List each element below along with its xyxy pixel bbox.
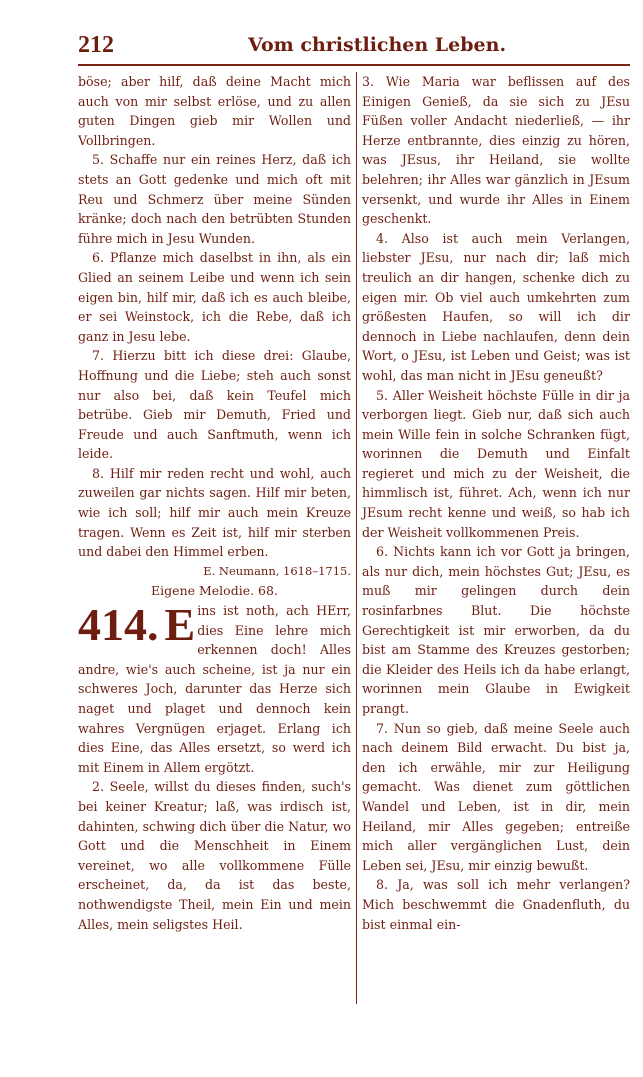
hymn-opening [78,601,351,777]
drop-initial: E [164,599,196,651]
verse-text: 5. Aller Weisheit höchste Fülle in dir ja verborgen liegt. Gieb nur, daß sich auch mein Wille fein in solche Schranken fügt, worinnen die Demuth und Einfalt regieret und mich zu der Weisheit, die himmlisch ist, führet. Ach, wenn ich nur JEsum recht kenne und weiß, so hab ich der Weisheit vollkommenen Preis. [362,387,630,540]
verse-text: 2. Seele, willst du dieses finden, such's bei keiner Kreatur; laß, was irdisch ist, dahinten, schwing dich über die Natur, wo Gott und die Menschheit in Einem vereinet, wo alle vollkommene Fülle erscheinet, da, da ist das beste, nothwendigste Theil, mein Ein und mein Alles, mein seligstes Heil. [78,779,351,932]
verse-continuation: böse; aber hilf, daß deine Macht mich auch von mir selbst erlöse, und zu allen guten Dingen gieb mir Wollen und Vollbringen. [78,74,351,148]
verse-text: 6. Pflanze mich daselbst in ihn, als ein Glied an seinem Leibe und wenn ich sein eigen bin, hilf mir, daß ich es auch bleibe, er sei Weinstock, ich die Rebe, daß ich ganz in Jesu lebe. [78,250,351,344]
hymn-first-verse: ins ist noth, ach HErr, dies Eine lehre mich erkennen doch! Alles andre, wie's auch scheine, ist ja nur ein schweres Joch, darunter das Herze sich naget und plaget und dennoch kein wahres Vergnügen erjaget. Erlang ich dies Eine, das Alles ersetzt, so werd ich mit Einem in Allem ergötzt. [78,603,351,775]
verse-text: 8. Ja, was soll ich mehr verlangen? Mich beschwemmt die Gnadenfluth, du bist einmal ein- [362,877,630,932]
verse-text: 7. Hierzu bitt ich diese drei: Glaube, Hoffnung und die Liebe; steh auch sonst nur also bei, daß kein Teufel mich betrübe. Gieb mir Demuth, Fried und Freude und auch Sanftmuth, wenn ich leide. [78,348,351,462]
verse-text: 4. Also ist auch mein Verlangen, liebster JEsu, nur nach dir; laß mich treulich an dir hangen, schenke dich zu eigen mir. Ob viel auch umkehrten zum größesten Haufen, so will ich dir dennoch in Liebe nachlaufen, denn dein Wort, o JEsu, ist Leben und Geist; was ist wohl, das man nicht in JEsu geneußt? [362,230,630,383]
page-header [78,32,630,66]
verse-text: 8. Hilf mir reden recht und wohl, auch zuweilen gar nichts sagen. Hilf mir beten, wie ich soll; hilf mir auch mein Kreuze tragen. Wenn es Zeit ist, hilf mir sterben und dabei den Himmel erben. [78,465,351,560]
column-divider [356,72,357,1004]
author-name: E. Neumann, 1618–1715. [203,563,351,578]
right-column [362,72,630,934]
verse-text: 5. Schaffe nur ein reines Herz, daß ich stets an Gott gedenke und mich oft mit Reu und Schmerz über meine Sünden kränke; doch nach den betrübten Stunden führe mich in Jesu Wunden. [78,152,351,246]
hymn-number: 414. [78,599,159,651]
running-head: Vom christlichen Leben. [248,34,507,56]
page-number: 212 [78,32,114,58]
verse-text: 6. Nichts kann ich vor Gott ja bringen, als nur dich, mein höchstes Gut; JEsu, es muß mir gelingen durch dein rosinfarbnes Blut. Die höchste Gerechtigkeit ist mir erworben, da du bist am Stamme des Kreuzes gestorben; die Kleider des Heils ich da habe erlangt, worinnen mein Glaube in Ewigkeit prangt. [362,544,630,716]
left-column [78,72,351,934]
verse-text: 3. Wie Maria war beflissen auf des Einigen Genieß, da sie sich zu JEsu Füßen voller Andacht niederließ, — ihr Herze entbrannte, dies einzig zu hören, was JEsus, ihr Heiland, sie wollte belehren; ihr Alles war gänzlich in JEsum versenkt, und wurde ihr Alles in Einem geschenkt. [362,74,630,227]
verse-text: 7. Nun so gieb, daß meine Seele auch nach deinem Bild erwacht. Du bist ja, den ich erwähle, mir zur Heiligung gemacht. Was dienet zum göttlichen Wandel und Leben, ist in dir, mein Heiland, mir Alles gegeben; entreiße mich aller vergänglichen Lust, dein Leben sei, JEsu, mir einzig bewußt. [362,720,630,873]
melody-heading: Eigene Melodie. 68. [151,583,278,599]
